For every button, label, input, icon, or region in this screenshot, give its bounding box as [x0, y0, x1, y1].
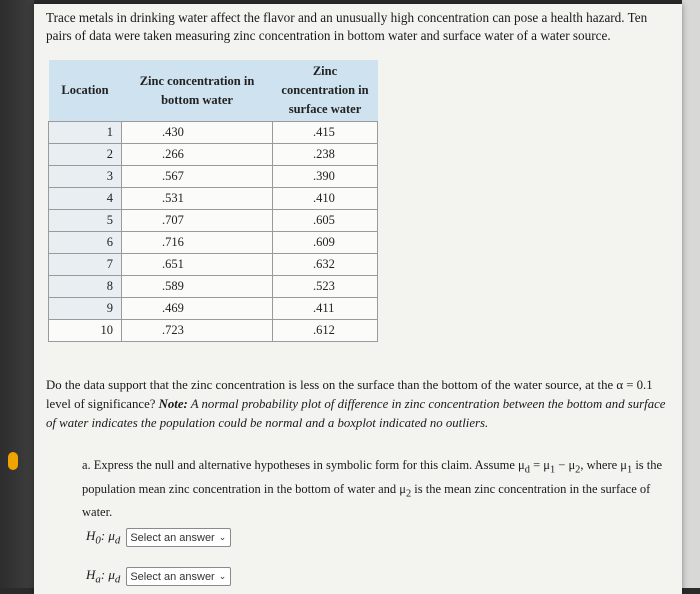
null-hypothesis-select[interactable] — [126, 528, 231, 547]
surface-value-cell: .238 — [273, 144, 378, 166]
h0-sub: 0 — [95, 534, 101, 547]
location-cell: 4 — [49, 188, 122, 210]
part-a-sub-1b: 1 — [627, 464, 633, 476]
alternative-hypothesis-symbol — [86, 567, 120, 586]
part-a-text-1: a. Express the null and alternative hypotheses in symbolic form for this claim. Assume μ — [82, 458, 525, 472]
part-a-text-3: − μ — [555, 458, 576, 472]
location-cell: 10 — [49, 320, 122, 342]
table-row — [49, 254, 378, 276]
surface-value-cell: .632 — [273, 254, 378, 276]
ha-label: H — [86, 567, 96, 583]
header-location: Location — [49, 60, 122, 122]
part-a-text-2: = μ — [529, 458, 550, 472]
bottom-value-cell: .469 — [122, 298, 273, 320]
header-surface-label: Zinc concentration in surface water — [281, 64, 369, 116]
part-a-text — [82, 456, 664, 522]
zinc-data-table — [48, 60, 378, 342]
photo-left-edge — [0, 0, 34, 588]
table-row — [49, 122, 378, 144]
question-main: Do the data support that the zinc concentration is less on the surface than the bottom of the water source, at the α = 0.1 level of significance? — [46, 378, 653, 411]
ha-param: : μ — [100, 567, 115, 583]
surface-value-cell: .612 — [273, 320, 378, 342]
part-a-sub-d: d — [524, 464, 530, 476]
bottom-value-cell: .589 — [122, 276, 273, 298]
h0-param-sub: d — [114, 534, 121, 547]
table-header-row — [49, 60, 378, 122]
surface-value-cell: .415 — [273, 122, 378, 144]
location-cell: 6 — [49, 232, 122, 254]
alternative-hypothesis-row — [86, 567, 231, 586]
chevron-down-icon: ⌄ — [218, 571, 227, 581]
bottom-value-cell: .567 — [122, 166, 273, 188]
question-text — [46, 376, 666, 433]
surface-value-cell: .410 — [273, 188, 378, 210]
location-cell: 2 — [49, 144, 122, 166]
bottom-value-cell: .651 — [122, 254, 273, 276]
ha-param-sub: d — [114, 573, 121, 586]
location-cell: 5 — [49, 210, 122, 232]
null-hypothesis-symbol — [86, 528, 120, 547]
bottom-value-cell: .707 — [122, 210, 273, 232]
bottom-value-cell: .723 — [122, 320, 273, 342]
note-label: Note: — [158, 397, 188, 411]
worksheet-page — [34, 4, 682, 594]
table-row — [49, 210, 378, 232]
part-a-sub-2b: 2 — [405, 488, 412, 499]
surface-value-cell: .411 — [273, 298, 378, 320]
table-row — [49, 166, 378, 188]
h0-param: : μ — [100, 528, 115, 544]
header-bottom — [122, 60, 273, 122]
surface-value-cell: .390 — [273, 166, 378, 188]
orange-marker — [8, 452, 18, 470]
null-hypothesis-select-value: Select an answer — [130, 531, 215, 544]
location-cell: 3 — [49, 166, 122, 188]
bottom-value-cell: .266 — [122, 144, 273, 166]
table-row — [49, 276, 378, 298]
chevron-down-icon: ⌄ — [218, 532, 227, 542]
table-row — [49, 232, 378, 254]
header-bottom-label: Zinc concentration in bottom water — [139, 73, 255, 107]
alternative-hypothesis-select[interactable] — [126, 567, 231, 586]
location-cell: 1 — [49, 122, 122, 144]
part-a-text-4: , where μ — [580, 458, 627, 472]
intro-text: Trace metals in drinking water affect the flavor and an unusually high concentration can pose a health hazard. Ten pairs of data were taken measuring zinc concentration in bottom water and surface water of a water source. — [46, 10, 648, 43]
surface-value-cell: .523 — [273, 276, 378, 298]
table-row — [49, 298, 378, 320]
table-row — [49, 188, 378, 210]
photo-right-edge — [682, 0, 700, 588]
null-hypothesis-row — [86, 528, 231, 547]
note-text: A normal probability plot of difference in zinc concentration between the bottom and surface of water indicates the population could be normal and a boxplot indicated no outliers. — [46, 397, 666, 430]
part-a-text-6: is the mean zinc concentration in the surface of water. — [82, 481, 651, 519]
bottom-value-cell: .430 — [122, 122, 273, 144]
bottom-value-cell: .531 — [122, 188, 273, 210]
part-a-text-5: is the population mean zinc concentration in the bottom of water and μ — [82, 458, 663, 496]
surface-value-cell: .609 — [273, 232, 378, 254]
location-cell: 7 — [49, 254, 122, 276]
table-row — [49, 320, 378, 342]
table-row — [49, 144, 378, 166]
h0-label: H — [86, 528, 96, 544]
surface-value-cell: .605 — [273, 210, 378, 232]
alternative-hypothesis-select-value: Select an answer — [130, 570, 215, 583]
header-surface — [273, 60, 378, 122]
ha-sub: a — [95, 573, 101, 586]
part-a-sub-1: 1 — [549, 464, 556, 476]
location-cell: 9 — [49, 298, 122, 320]
location-cell: 8 — [49, 276, 122, 298]
bottom-value-cell: .716 — [122, 232, 273, 254]
part-a-sub-2: 2 — [575, 464, 581, 476]
